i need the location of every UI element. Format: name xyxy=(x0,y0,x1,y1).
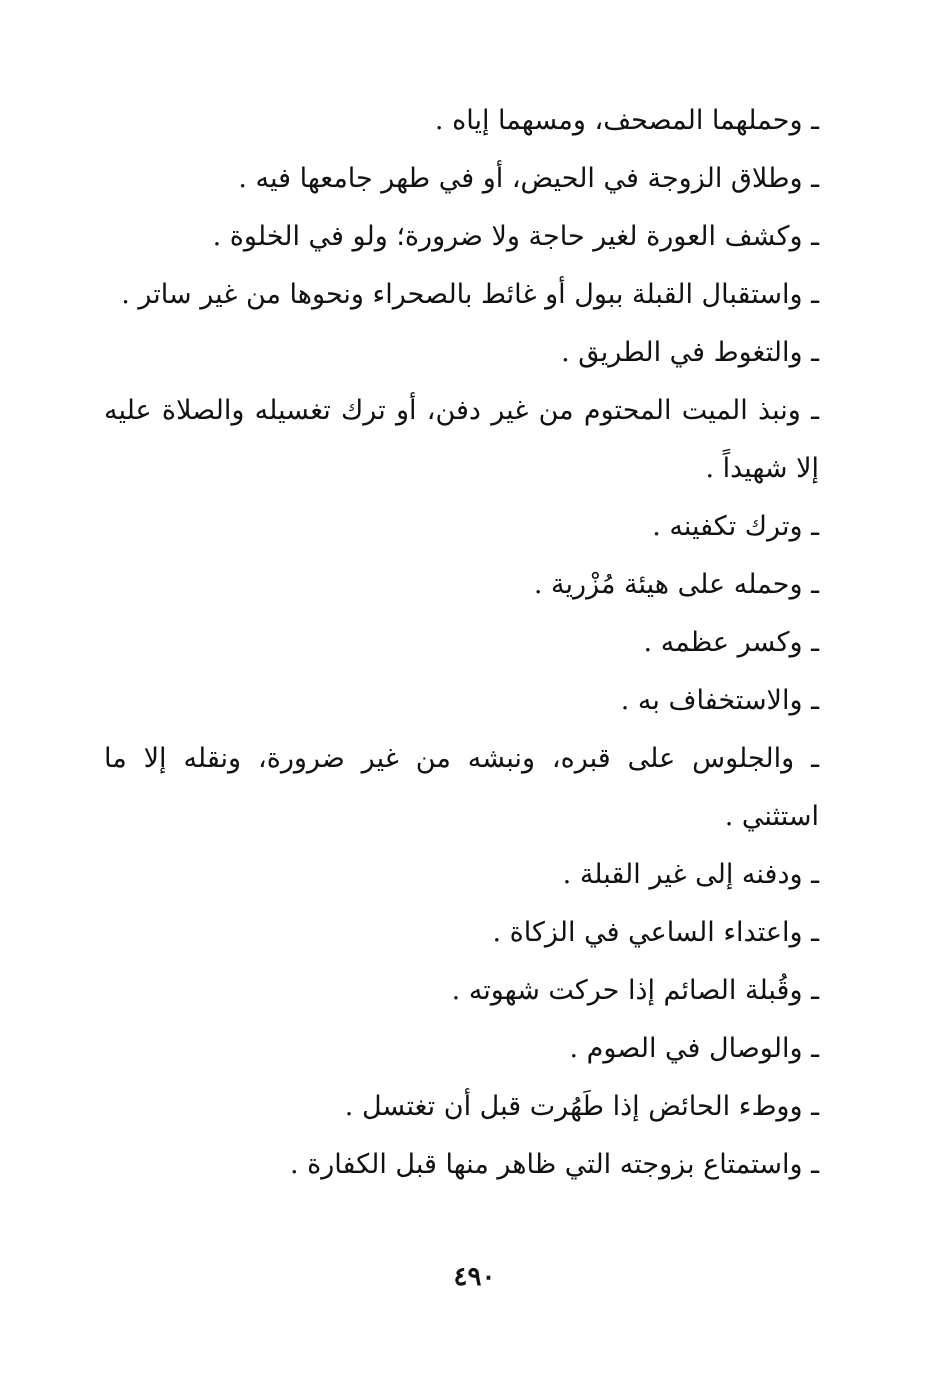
list-item: ـ ونبذ الميت المحتوم من غير دفن، أو ترك تغسيله والصلاة عليه إلا شهيداً . xyxy=(104,395,819,484)
list-item: ـ والجلوس على قبره، ونبشه من غير ضرورة، ونقله إلا ما استثني . xyxy=(104,743,819,832)
list-item: ـ واستقبال القبلة ببول أو غائط بالصحراء ونحوها من غير ساتر . xyxy=(121,279,819,310)
list-item: ـ وكشف العورة لغير حاجة ولا ضرورة؛ ولو في الخلوة . xyxy=(212,221,819,252)
list-item: ـ والوصال في الصوم . xyxy=(569,1033,819,1064)
list-item: ـ واستمتاع بزوجته التي ظاهر منها قبل الكفارة . xyxy=(289,1149,819,1180)
list-item: ـ والتغوط في الطريق . xyxy=(561,337,819,368)
list-item: ـ وحمله على هيئة مُزْرية . xyxy=(533,569,819,600)
list-item: ـ وحملهما المصحف، ومسهما إياه . xyxy=(434,105,819,136)
list-item: ـ وكسر عظمه . xyxy=(643,627,819,658)
list-item: ـ ودفنه إلى غير القبلة . xyxy=(562,859,819,890)
page-number: ٤٩٠ xyxy=(453,1262,496,1292)
list-item: ـ والاستخفاف به . xyxy=(620,685,819,716)
page-body xyxy=(104,92,819,1194)
list-item: ـ وترك تكفينه . xyxy=(652,511,819,542)
list-item: ـ وقُبلة الصائم إذا حركت شهوته . xyxy=(451,975,819,1006)
list-item: ـ واعتداء الساعي في الزكاة . xyxy=(492,917,819,948)
list-item: ـ وطلاق الزوجة في الحيض، أو في طهر جامعها فيه . xyxy=(238,163,819,194)
list-item: ـ ووطء الحائض إذا طَهُرت قبل أن تغتسل . xyxy=(344,1091,819,1122)
